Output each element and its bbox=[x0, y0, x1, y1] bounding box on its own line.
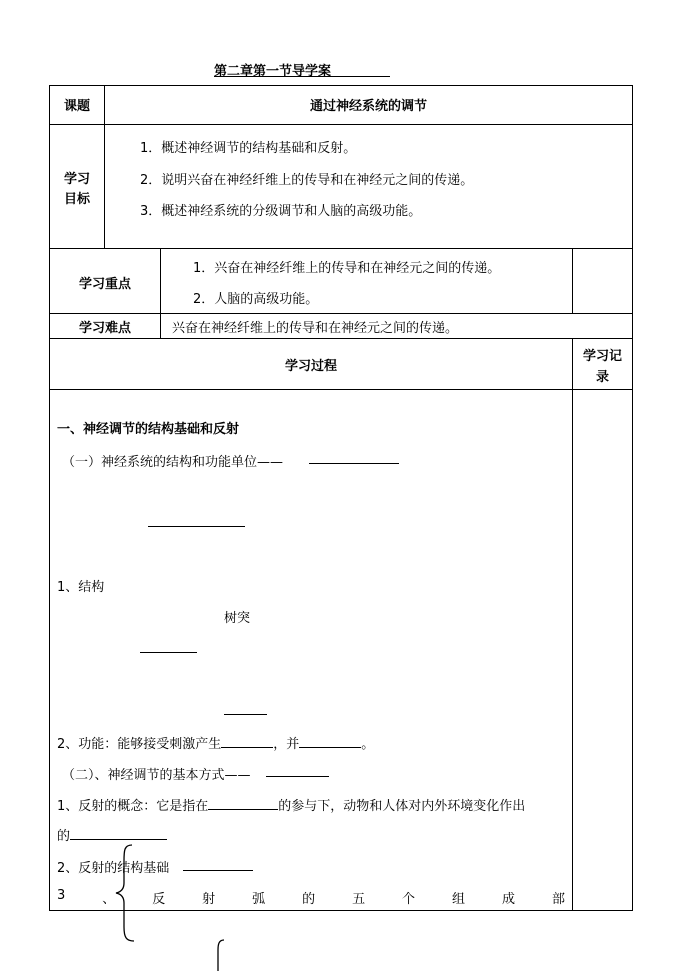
reflex-arc-char: 个 bbox=[402, 892, 416, 907]
blank-line bbox=[224, 714, 267, 715]
reflex-concept bbox=[57, 795, 525, 814]
reflex-concept-line2-text: 的 bbox=[57, 829, 71, 844]
difficulty-label: 学习难点 bbox=[78, 321, 131, 336]
reflex-arc-char: 、 bbox=[102, 892, 116, 907]
table-line bbox=[49, 338, 633, 339]
left-brace-icon bbox=[110, 843, 140, 943]
reflex-arc-char: 部 bbox=[551, 892, 565, 907]
table-border-top bbox=[49, 85, 633, 86]
blank-line bbox=[221, 735, 273, 748]
table-line bbox=[572, 338, 573, 910]
goal-item: 3．概述神经系统的分级调节和人脑的高级功能。 bbox=[140, 204, 422, 219]
table-line bbox=[160, 248, 161, 338]
subsection-heading: （一）神经系统的结构和功能单位—— bbox=[62, 455, 284, 470]
topic-label: 课题 bbox=[63, 99, 90, 114]
table-border-left bbox=[49, 85, 50, 910]
function-text-part3: 。 bbox=[361, 737, 375, 752]
topic-title: 通过神经系统的调节 bbox=[309, 99, 427, 114]
reflex-arc-char: 组 bbox=[452, 892, 466, 907]
reflex-basis-text: 2、反射的结构基础 bbox=[57, 861, 170, 876]
blank-line bbox=[299, 735, 361, 748]
key-point-item: 2．人脑的高级功能。 bbox=[193, 292, 319, 307]
reflex-concept-line2 bbox=[57, 825, 167, 844]
reflex-concept-part1: 1、反射的概念：它是指在 bbox=[57, 799, 209, 814]
blank-line bbox=[148, 526, 245, 527]
reflex-arc-char: 射 bbox=[202, 892, 216, 907]
process-header: 学习过程 bbox=[284, 359, 337, 374]
key-points-label: 学习重点 bbox=[78, 277, 131, 292]
title-underline bbox=[214, 76, 390, 77]
table-line bbox=[49, 313, 633, 314]
function-text-part2: ，并 bbox=[273, 737, 300, 752]
table-border-right bbox=[632, 85, 633, 910]
dendrite-label: 树突 bbox=[224, 611, 251, 626]
brace-top-icon bbox=[210, 938, 230, 971]
reflex-concept-part2: 的参与下，动物和人体对内外环境变化作出 bbox=[278, 799, 526, 814]
blank-line bbox=[309, 463, 399, 464]
table-line bbox=[49, 389, 633, 390]
blank-line bbox=[266, 776, 329, 777]
reflex-arc-char: 成 bbox=[501, 892, 515, 907]
table-line bbox=[572, 248, 573, 313]
section-heading: 一、神经调节的结构基础和反射 bbox=[57, 422, 240, 437]
reflex-arc-char: 的 bbox=[302, 892, 316, 907]
blank-line bbox=[70, 827, 167, 840]
function-text-part1: 2、功能：能够接受刺激产生 bbox=[57, 737, 222, 752]
reflex-arc-char: 弧 bbox=[252, 892, 266, 907]
function-text bbox=[57, 733, 374, 752]
blank-line bbox=[140, 652, 197, 653]
goals-label-line2: 目标 bbox=[63, 192, 90, 207]
record-header-line1: 学习记 bbox=[582, 349, 622, 364]
goal-item: 2．说明兴奋在神经纤维上的传导和在神经元之间的传递。 bbox=[140, 173, 474, 188]
structure-label: 1、结构 bbox=[57, 580, 105, 595]
document-title: 第二章第一节导学案 bbox=[214, 64, 332, 79]
table-line bbox=[49, 248, 633, 249]
reflex-arc-char: 五 bbox=[352, 892, 366, 907]
reflex-arc-char: 反 bbox=[152, 892, 166, 907]
difficulty-text: 兴奋在神经纤维上的传导和在神经元之间的传递。 bbox=[172, 321, 459, 336]
goal-item: 1．概述神经调节的结构基础和反射。 bbox=[140, 141, 357, 156]
reflex-arc-char: 3 bbox=[57, 888, 66, 903]
subsection-heading: （二）、神经调节的基本方式—— bbox=[62, 768, 251, 783]
blank-line bbox=[208, 797, 278, 810]
table-line bbox=[49, 124, 633, 125]
record-header-line2: 录 bbox=[595, 370, 609, 385]
blank-line bbox=[183, 870, 253, 871]
goals-label-line1: 学习 bbox=[63, 172, 90, 187]
key-point-item: 1．兴奋在神经纤维上的传导和在神经元之间的传递。 bbox=[193, 261, 501, 276]
